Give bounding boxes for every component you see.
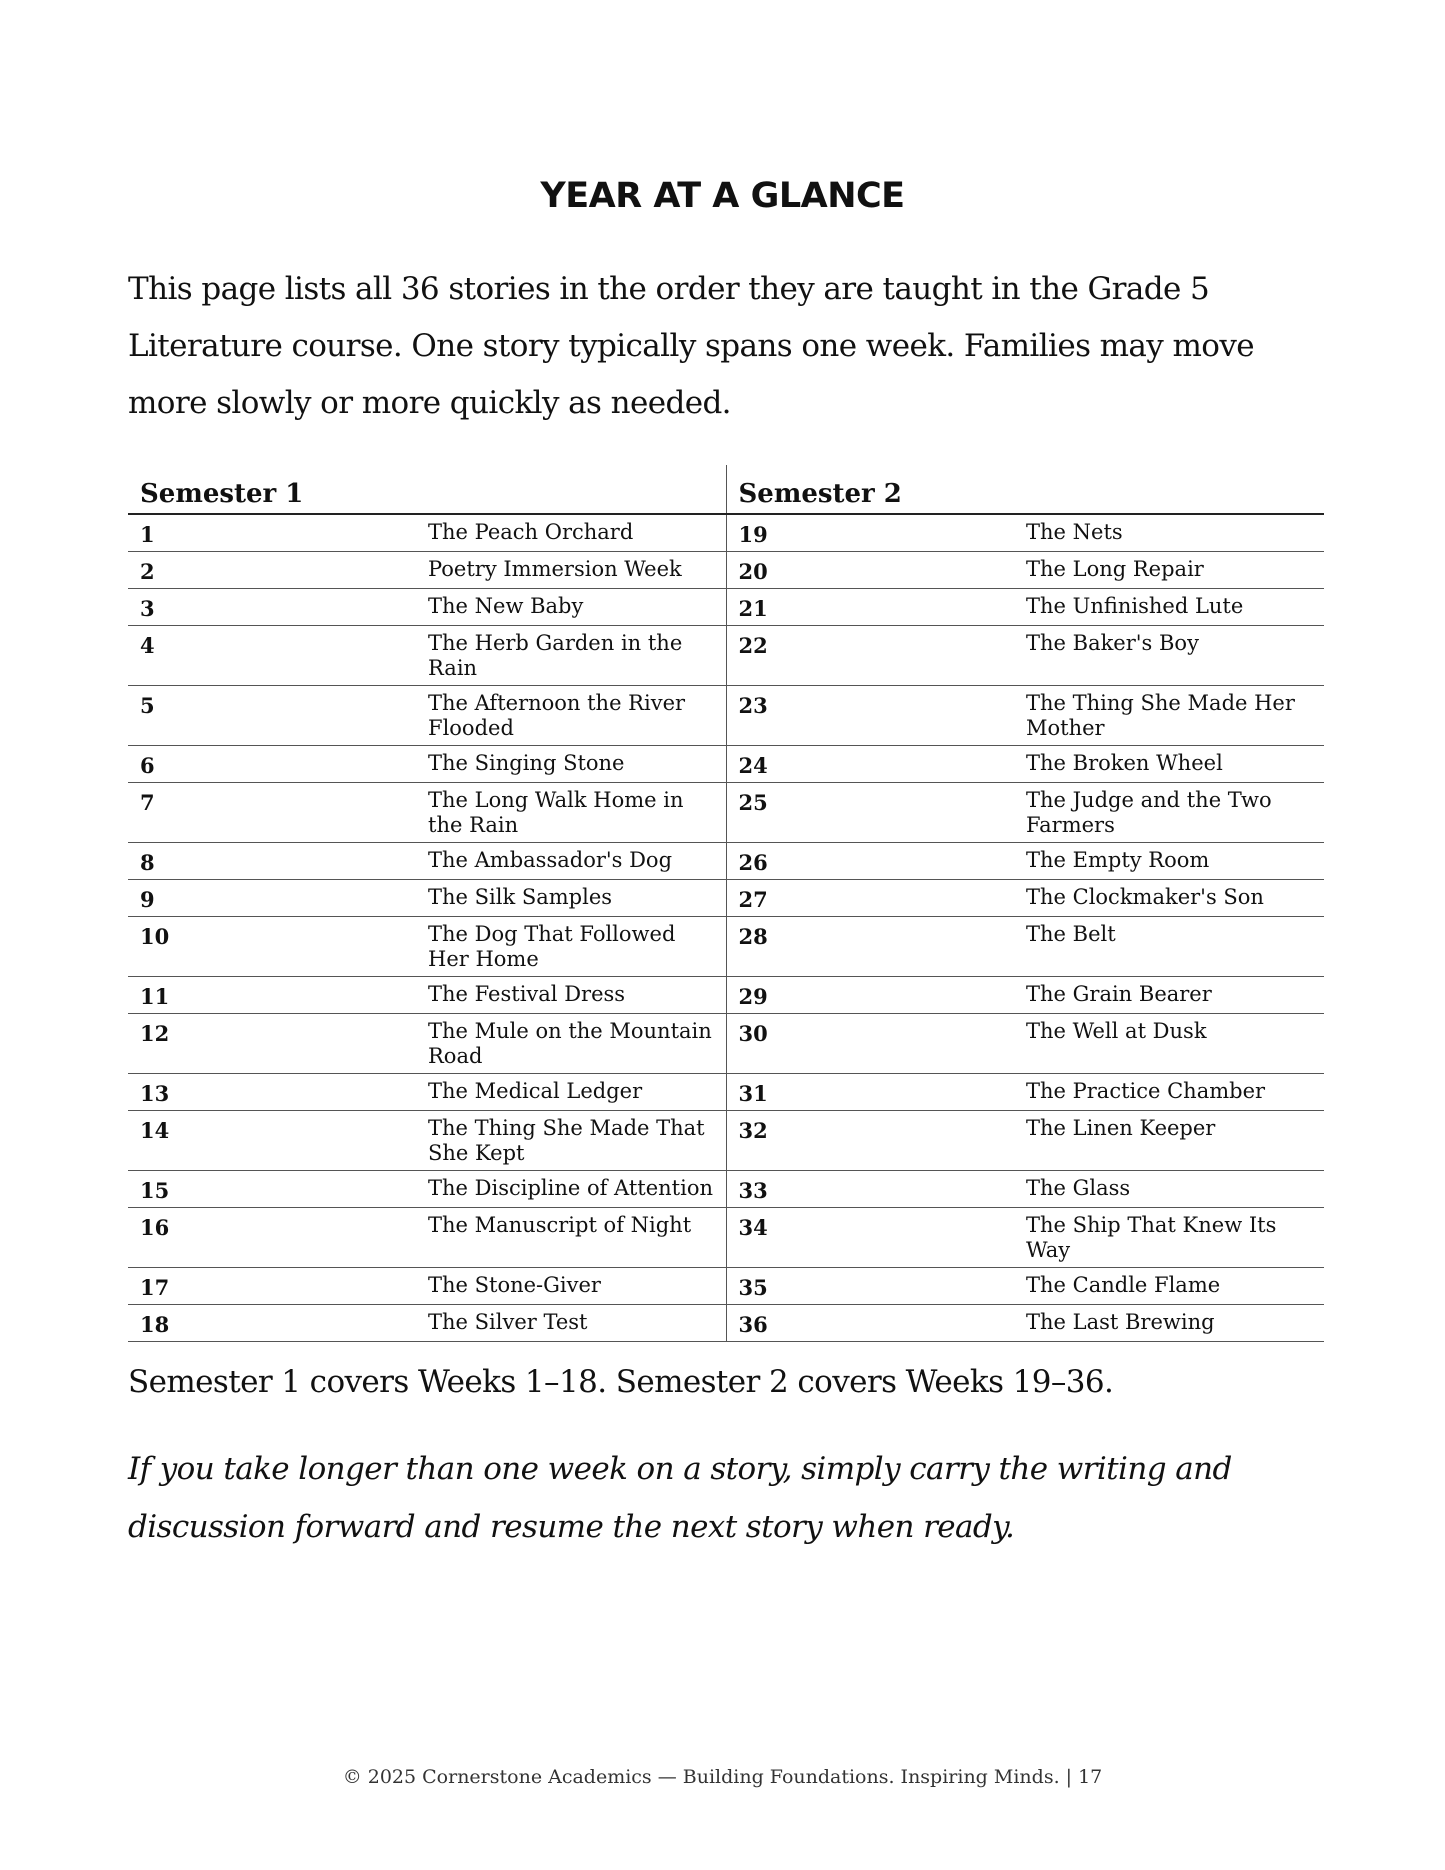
semester-1-week-number: 1 [128,514,426,552]
semester-2-header: Semester 2 [726,465,1324,514]
semester-1-week-number: 2 [128,552,426,589]
schedule-table [128,465,1324,1342]
table-row [128,1074,1324,1111]
semester-2-week-number: 32 [726,1111,1024,1171]
semester-1-week-number: 14 [128,1111,426,1171]
semester-2-week-number: 31 [726,1074,1024,1111]
semester-1-week-number: 6 [128,746,426,783]
semester-1-week-number: 3 [128,589,426,626]
semester-1-week-number: 10 [128,917,426,977]
table-row [128,1305,1324,1342]
semester-1-story-title: The Dog That Followed Her Home [426,917,726,977]
semester-2-story-title: The Empty Room [1024,843,1324,880]
semester-2-story-title: The Glass [1024,1171,1324,1208]
semester-2-story-title: The Judge and the Two Farmers [1024,783,1324,843]
semester-1-story-title: The Singing Stone [426,746,726,783]
semester-2-week-number: 24 [726,746,1024,783]
semester-1-week-number: 9 [128,880,426,917]
semester-1-week-number: 12 [128,1014,426,1074]
table-row [128,626,1324,686]
table-row [128,1268,1324,1305]
semester-1-week-number: 17 [128,1268,426,1305]
semester-2-story-title: The Well at Dusk [1024,1014,1324,1074]
intro-paragraph: This page lists all 36 stories in the order they are taught in the Grade 5 Literature course. One story typically spans one week. Families may move more slowly or more quickly as needed. [128,271,1254,421]
semester-2-story-title: The Broken Wheel [1024,746,1324,783]
table-row [128,843,1324,880]
semester-1-story-title: The New Baby [426,589,726,626]
table-row [128,917,1324,977]
semester-1-story-title: The Silver Test [426,1305,726,1342]
semester-1-story-title: The Afternoon the River Flooded [426,686,726,746]
schedule-table-container [128,465,1324,1342]
semester-2-story-title: The Practice Chamber [1024,1074,1324,1111]
semester-2-story-title: The Grain Bearer [1024,977,1324,1014]
semester-2-week-number: 36 [726,1305,1024,1342]
semester-1-story-title: The Long Walk Home in the Rain [426,783,726,843]
semester-2-week-number: 21 [726,589,1024,626]
table-row [128,589,1324,626]
semester-1-story-title: The Discipline of Attention [426,1171,726,1208]
semester-2-week-number: 33 [726,1171,1024,1208]
semester-1-story-title: The Ambassador's Dog [426,843,726,880]
semester-1-week-number: 16 [128,1208,426,1268]
table-row [128,1014,1324,1074]
semester-1-week-number: 15 [128,1171,426,1208]
semester-2-week-number: 26 [726,843,1024,880]
semester-2-story-title: The Linen Keeper [1024,1111,1324,1171]
semester-2-story-title: The Ship That Knew Its Way [1024,1208,1324,1268]
semester-2-story-title: The Candle Flame [1024,1268,1324,1305]
semester-2-story-title: The Unfinished Lute [1024,589,1324,626]
table-row [128,686,1324,746]
semester-2-week-number: 23 [726,686,1024,746]
table-row [128,1111,1324,1171]
semester-1-week-number: 7 [128,783,426,843]
semester-1-story-title: The Manuscript of Night [426,1208,726,1268]
semester-2-week-number: 35 [726,1268,1024,1305]
table-row [128,1171,1324,1208]
semester-summary: Semester 1 covers Weeks 1–18. Semester 2 covers Weeks 19–36. [128,1364,1114,1400]
table-row [128,552,1324,589]
table-row [128,1208,1324,1268]
semester-1-header: Semester 1 [128,465,726,514]
semester-1-week-number: 13 [128,1074,426,1111]
semester-2-week-number: 34 [726,1208,1024,1268]
semester-2-story-title: The Thing She Made Her Mother [1024,686,1324,746]
semester-2-week-number: 22 [726,626,1024,686]
semester-1-story-title: The Herb Garden in the Rain [426,626,726,686]
semester-1-story-title: The Stone-Giver [426,1268,726,1305]
semester-1-story-title: The Silk Samples [426,880,726,917]
table-body [128,514,1324,1342]
semester-2-week-number: 25 [726,783,1024,843]
semester-2-week-number: 19 [726,514,1024,552]
table-header-row [128,465,1324,514]
semester-1-story-title: The Mule on the Mountain Road [426,1014,726,1074]
table-row [128,514,1324,552]
semester-1-week-number: 11 [128,977,426,1014]
semester-1-story-title: The Thing She Made That She Kept [426,1111,726,1171]
semester-1-story-title: The Peach Orchard [426,514,726,552]
semester-2-story-title: The Baker's Boy [1024,626,1324,686]
semester-2-story-title: The Clockmaker's Son [1024,880,1324,917]
semester-1-week-number: 8 [128,843,426,880]
semester-2-week-number: 29 [726,977,1024,1014]
semester-2-week-number: 30 [726,1014,1024,1074]
semester-2-story-title: The Last Brewing [1024,1305,1324,1342]
semester-2-week-number: 20 [726,552,1024,589]
table-row [128,977,1324,1014]
semester-2-story-title: The Nets [1024,514,1324,552]
semester-1-story-title: Poetry Immersion Week [426,552,726,589]
semester-1-week-number: 18 [128,1305,426,1342]
pacing-note: If you take longer than one week on a story, simply carry the writing and discussion forward and resume the next story when ready. [128,1451,1232,1545]
semester-2-story-title: The Belt [1024,917,1324,977]
semester-2-week-number: 27 [726,880,1024,917]
semester-1-week-number: 5 [128,686,426,746]
semester-1-story-title: The Medical Ledger [426,1074,726,1111]
page-title: YEAR AT A GLANCE [540,176,905,216]
table-row [128,746,1324,783]
table-row [128,880,1324,917]
semester-2-week-number: 28 [726,917,1024,977]
semester-1-story-title: The Festival Dress [426,977,726,1014]
semester-1-week-number: 4 [128,626,426,686]
table-row [128,783,1324,843]
semester-2-story-title: The Long Repair [1024,552,1324,589]
page-footer: © 2025 Cornerstone Academics — Building Foundations. Inspiring Minds. | 17 [342,1766,1103,1788]
